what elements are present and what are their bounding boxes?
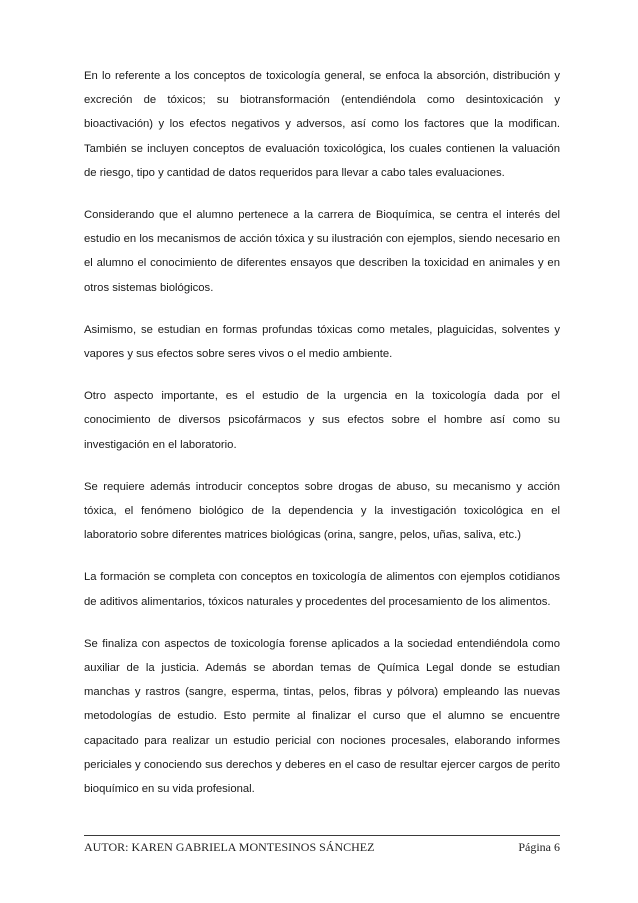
paragraph-6: La formación se completa con conceptos en toxicología de alimentos con ejemplos cotidianos de aditivos alimentarios, tóxicos naturales y procedentes del procesamiento de los alimentos. — [84, 571, 560, 608]
paragraph-7: Se finaliza con aspectos de toxicología forense aplicados a la sociedad entendiéndola como auxiliar de la justicia. Además se abordan temas de Química Legal donde se estudian manchas y rastros (sangre, esperma, tintas, pelos, fibras y pólvora) empleando las nuevas metodologías de estudio. Esto permite al finalizar el curso que el alumno se encuentre capacitado para realizar un estudio pericial con nociones procesales, elaborando informes periciales y conociendo sus derechos y deberes en el caso de resultar ejercer cargos de perito bioquímico en su vida profesional. — [84, 637, 560, 796]
footer-page-number: Página 6 — [518, 840, 560, 854]
paragraph-3: Asimismo, se estudian en formas profundas tóxicas como metales, plaguicidas, solventes y vapores y sus efectos sobre seres vivos o el medio ambiente. — [84, 323, 560, 361]
document-body — [84, 64, 560, 819]
paragraph-5: Se requiere además introducir conceptos sobre drogas de abuso, su mecanismo y acción tóxica, el fenómeno biológico de la dependencia y la investigación toxicológica en el laboratorio sobre diferentes matrices biológicas (orina, sangre, pelos, uñas, saliva, etc.) — [84, 480, 560, 542]
paragraph-2: Considerando que el alumno pertenece a la carrera de Bioquímica, se centra el interés del estudio en los mecanismos de acción tóxica y su ilustración con ejemplos, siendo necesario en el alumno el conocimiento de diferentes ensayos que describen la toxicidad en animales y en otros sistemas biológicos. — [84, 209, 560, 294]
paragraph-4: Otro aspecto importante, es el estudio de la urgencia en la toxicología dada por el conocimiento de diversos psicofármacos y sus efectos sobre el hombre así como su investigación en el laboratorio. — [84, 390, 560, 451]
footer-divider — [84, 835, 560, 836]
footer-author: AUTOR: KAREN GABRIELA MONTESINOS SÁNCHEZ — [84, 840, 375, 854]
page-footer — [84, 840, 560, 855]
paragraph-1: En lo referente a los conceptos de toxicología general, se enfoca la absorción, distribución y excreción de tóxicos; su biotransformación (entendiéndola como desintoxicación y bioactivación) y los efectos negativos y adversos, así como los factores que la modifican. También se incluyen conceptos de evaluación toxicológica, los cuales contienen la valuación de riesgo, tipo y cantidad de datos requeridos para llevar a cabo tales evaluaciones. — [84, 70, 560, 179]
